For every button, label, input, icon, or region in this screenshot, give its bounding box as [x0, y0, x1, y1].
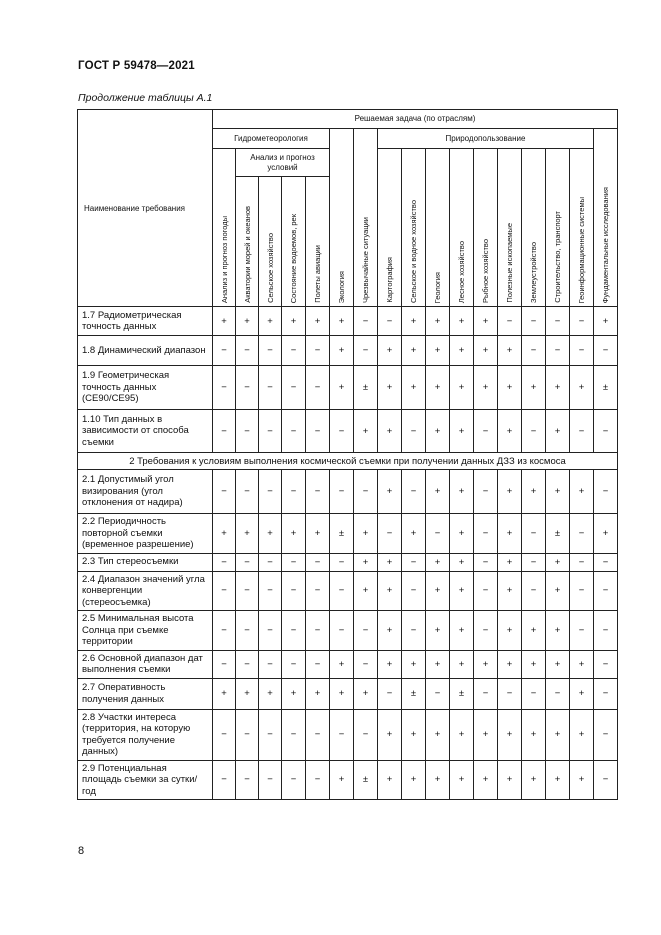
value-cell: +	[378, 336, 402, 366]
value-cell: −	[330, 470, 354, 514]
value-cell: −	[282, 336, 306, 366]
value-cell: −	[522, 553, 546, 571]
value-cell: +	[402, 514, 426, 554]
value-cell: +	[546, 650, 570, 678]
value-cell: −	[213, 650, 236, 678]
table-row	[78, 366, 618, 410]
value-cell: +	[330, 650, 354, 678]
value-cell: +	[450, 611, 474, 651]
value-cell: −	[378, 514, 402, 554]
value-cell: −	[259, 611, 282, 651]
value-cell: ±	[450, 678, 474, 709]
value-cell: −	[306, 709, 330, 760]
value-cell: −	[594, 553, 618, 571]
value-cell: −	[378, 678, 402, 709]
value-cell: +	[546, 410, 570, 453]
value-cell: −	[236, 760, 259, 800]
col-header-geology: Геология	[426, 149, 450, 307]
value-cell: +	[522, 611, 546, 651]
value-cell: +	[546, 553, 570, 571]
value-cell: +	[306, 307, 330, 336]
value-cell: −	[522, 571, 546, 611]
requirement-name: 2.9 Потенциальная площадь съемки за сутки/год	[78, 760, 213, 800]
value-cell: +	[450, 366, 474, 410]
value-cell: −	[594, 571, 618, 611]
value-cell: +	[378, 709, 402, 760]
table-row	[78, 307, 618, 336]
table-row	[78, 760, 618, 800]
value-cell: −	[522, 678, 546, 709]
value-cell: −	[594, 709, 618, 760]
value-cell: +	[570, 366, 594, 410]
value-cell: −	[402, 553, 426, 571]
value-cell: +	[546, 760, 570, 800]
value-cell: +	[282, 678, 306, 709]
value-cell: −	[259, 336, 282, 366]
value-cell: +	[354, 514, 378, 554]
value-cell: −	[570, 514, 594, 554]
value-cell: −	[282, 760, 306, 800]
value-cell: −	[522, 336, 546, 366]
col-header-construction: Строительство, транспорт	[546, 149, 570, 307]
requirement-name: 2.1 Допустимый угол визирования (угол отклонения от надира)	[78, 470, 213, 514]
value-cell: +	[402, 709, 426, 760]
table-row	[78, 571, 618, 611]
table-row	[78, 678, 618, 709]
value-cell: +	[570, 760, 594, 800]
value-cell: ±	[330, 514, 354, 554]
value-cell: −	[259, 366, 282, 410]
value-cell: +	[498, 650, 522, 678]
value-cell: −	[282, 650, 306, 678]
subgroup-forecast-header: Анализ и прогноз условий	[236, 149, 330, 177]
value-cell: +	[213, 514, 236, 554]
value-cell: −	[522, 514, 546, 554]
value-cell: +	[236, 678, 259, 709]
value-cell: −	[282, 611, 306, 651]
col-header-gis: Геоинформационные системы	[570, 149, 594, 307]
value-cell: +	[450, 650, 474, 678]
value-cell: −	[236, 650, 259, 678]
value-cell: +	[594, 514, 618, 554]
value-cell: +	[402, 336, 426, 366]
requirement-name: 2.3 Тип стереосъемки	[78, 553, 213, 571]
value-cell: −	[570, 410, 594, 453]
value-cell: −	[213, 336, 236, 366]
value-cell: +	[450, 571, 474, 611]
value-cell: +	[378, 366, 402, 410]
value-cell: −	[213, 366, 236, 410]
value-cell: −	[259, 760, 282, 800]
requirement-name: 1.10 Тип данных в зависимости от способа съемки	[78, 410, 213, 453]
value-cell: −	[213, 553, 236, 571]
value-cell: −	[306, 553, 330, 571]
value-cell: +	[498, 470, 522, 514]
value-cell: −	[474, 678, 498, 709]
value-cell: +	[474, 760, 498, 800]
value-cell: +	[378, 470, 402, 514]
value-cell: −	[213, 760, 236, 800]
value-cell: +	[236, 307, 259, 336]
value-cell: −	[236, 709, 259, 760]
value-cell: −	[474, 514, 498, 554]
value-cell: −	[236, 336, 259, 366]
value-cell: −	[474, 571, 498, 611]
value-cell: +	[378, 571, 402, 611]
col-header-cartography: Картография	[378, 149, 402, 307]
value-cell: −	[282, 470, 306, 514]
value-cell: +	[426, 410, 450, 453]
col-header-fundamental: Фундаментальные исследования	[594, 129, 618, 307]
value-cell: −	[236, 410, 259, 453]
value-cell: +	[522, 709, 546, 760]
value-cell: +	[546, 709, 570, 760]
value-cell: −	[498, 678, 522, 709]
value-cell: ±	[402, 678, 426, 709]
value-cell: −	[282, 571, 306, 611]
value-cell: +	[546, 611, 570, 651]
value-cell: −	[282, 709, 306, 760]
requirement-name-header: Наименование требования	[78, 110, 213, 307]
value-cell: +	[426, 307, 450, 336]
value-cell: +	[474, 336, 498, 366]
value-cell: −	[546, 678, 570, 709]
value-cell: −	[306, 366, 330, 410]
value-cell: −	[259, 571, 282, 611]
value-cell: −	[402, 410, 426, 453]
value-cell: −	[236, 611, 259, 651]
value-cell: +	[522, 760, 546, 800]
value-cell: −	[474, 410, 498, 453]
requirement-name: 2.5 Минимальная высота Солнца при съемке территории	[78, 611, 213, 651]
value-cell: +	[522, 366, 546, 410]
value-cell: +	[450, 553, 474, 571]
value-cell: −	[306, 760, 330, 800]
value-cell: +	[330, 307, 354, 336]
value-cell: +	[594, 307, 618, 336]
value-cell: +	[354, 553, 378, 571]
value-cell: +	[498, 709, 522, 760]
value-cell: −	[282, 553, 306, 571]
col-header-aviation: Полеты авиации	[306, 177, 330, 307]
value-cell: −	[570, 553, 594, 571]
value-cell: +	[474, 650, 498, 678]
value-cell: −	[306, 650, 330, 678]
col-header-weather: Анализ и прогноз погоды	[213, 149, 236, 307]
value-cell: −	[330, 611, 354, 651]
table-row	[78, 709, 618, 760]
value-cell: −	[354, 307, 378, 336]
col-header-forestry: Лесное хозяйство	[450, 149, 474, 307]
value-cell: +	[306, 514, 330, 554]
value-cell: +	[282, 514, 306, 554]
value-cell: +	[546, 571, 570, 611]
col-header-emergency: Чрезвычайные ситуации	[354, 129, 378, 307]
value-cell: +	[378, 410, 402, 453]
requirement-name: 2.4 Диапазон значений угла конвергенции (стереосъемка)	[78, 571, 213, 611]
value-cell: +	[330, 336, 354, 366]
value-cell: +	[498, 553, 522, 571]
value-cell: −	[474, 470, 498, 514]
value-cell: −	[594, 611, 618, 651]
value-cell: −	[378, 307, 402, 336]
requirement-name: 2.7 Оперативность получения данных	[78, 678, 213, 709]
value-cell: +	[474, 307, 498, 336]
value-cell: +	[378, 611, 402, 651]
value-cell: +	[450, 336, 474, 366]
table-row	[78, 336, 618, 366]
requirement-name: 1.7 Радиометрическая точность данных	[78, 307, 213, 336]
group-nature-header: Природопользование	[378, 129, 594, 149]
standard-number: ГОСТ Р 59478—2021	[78, 60, 195, 72]
value-cell: −	[330, 709, 354, 760]
value-cell: +	[498, 336, 522, 366]
value-cell: −	[259, 650, 282, 678]
value-cell: −	[522, 307, 546, 336]
value-cell: −	[474, 553, 498, 571]
value-cell: −	[402, 470, 426, 514]
value-cell: −	[354, 650, 378, 678]
value-cell: +	[426, 611, 450, 651]
col-header-waterbodies: Состояние водоемов, рек	[282, 177, 306, 307]
value-cell: +	[450, 760, 474, 800]
value-cell: −	[570, 571, 594, 611]
value-cell: −	[522, 410, 546, 453]
value-cell: −	[426, 514, 450, 554]
value-cell: −	[546, 307, 570, 336]
value-cell: ±	[354, 366, 378, 410]
value-cell: −	[259, 470, 282, 514]
value-cell: +	[402, 760, 426, 800]
value-cell: +	[570, 650, 594, 678]
requirements-table	[77, 109, 618, 800]
value-cell: −	[354, 709, 378, 760]
value-cell: +	[498, 514, 522, 554]
value-cell: +	[259, 514, 282, 554]
value-cell: −	[594, 410, 618, 453]
value-cell: +	[522, 650, 546, 678]
value-cell: +	[330, 678, 354, 709]
value-cell: +	[354, 678, 378, 709]
col-header-minerals: Полезные ископаемые	[498, 149, 522, 307]
value-cell: +	[426, 760, 450, 800]
value-cell: +	[426, 470, 450, 514]
value-cell: −	[306, 336, 330, 366]
table-row	[78, 514, 618, 554]
value-cell: +	[450, 307, 474, 336]
requirement-name: 1.9 Геометрическая точность данных (CE90/CE95)	[78, 366, 213, 410]
value-cell: +	[378, 650, 402, 678]
col-header-fishery: Рыбное хозяйство	[474, 149, 498, 307]
value-cell: +	[426, 709, 450, 760]
value-cell: +	[570, 678, 594, 709]
group-hydromet-header: Гидрометеорология	[213, 129, 330, 149]
value-cell: +	[330, 760, 354, 800]
value-cell: −	[354, 336, 378, 366]
value-cell: −	[594, 336, 618, 366]
value-cell: +	[306, 678, 330, 709]
value-cell: +	[474, 709, 498, 760]
value-cell: −	[594, 760, 618, 800]
value-cell: −	[402, 611, 426, 651]
value-cell: +	[570, 709, 594, 760]
col-header-seas: Акватории морей и океанов	[236, 177, 259, 307]
value-cell: −	[306, 470, 330, 514]
value-cell: −	[594, 650, 618, 678]
table-row	[78, 611, 618, 651]
value-cell: −	[498, 307, 522, 336]
value-cell: +	[282, 307, 306, 336]
value-cell: −	[426, 678, 450, 709]
value-cell: +	[450, 410, 474, 453]
value-cell: −	[259, 410, 282, 453]
value-cell: +	[378, 553, 402, 571]
table-row	[78, 650, 618, 678]
requirement-name: 2.6 Основной диапазон дат выполнения съемки	[78, 650, 213, 678]
value-cell: +	[213, 307, 236, 336]
value-cell: +	[546, 470, 570, 514]
value-cell: −	[402, 571, 426, 611]
value-cell: −	[330, 410, 354, 453]
value-cell: −	[570, 336, 594, 366]
section-row	[78, 453, 618, 470]
value-cell: +	[402, 307, 426, 336]
value-cell: +	[426, 336, 450, 366]
value-cell: +	[402, 650, 426, 678]
value-cell: +	[450, 514, 474, 554]
value-cell: +	[522, 470, 546, 514]
value-cell: +	[498, 571, 522, 611]
value-cell: +	[426, 553, 450, 571]
col-header-land-management: Землеустройство	[522, 149, 546, 307]
value-cell: −	[259, 709, 282, 760]
value-cell: −	[213, 410, 236, 453]
requirement-name: 2.8 Участки интереса (территория, на которую требуется получение данных)	[78, 709, 213, 760]
value-cell: −	[306, 410, 330, 453]
value-cell: +	[402, 366, 426, 410]
value-cell: −	[306, 611, 330, 651]
col-header-ecology: Экология	[330, 129, 354, 307]
value-cell: −	[236, 571, 259, 611]
value-cell: −	[330, 571, 354, 611]
value-cell: −	[354, 611, 378, 651]
value-cell: −	[236, 366, 259, 410]
value-cell: +	[546, 366, 570, 410]
value-cell: ±	[594, 366, 618, 410]
table-caption: Продолжение таблицы А.1	[78, 92, 213, 104]
page-number: 8	[78, 845, 85, 857]
value-cell: −	[213, 470, 236, 514]
value-cell: +	[474, 366, 498, 410]
value-cell: ±	[546, 514, 570, 554]
table-row	[78, 410, 618, 453]
requirement-name: 1.8 Динамический диапазон	[78, 336, 213, 366]
value-cell: +	[259, 678, 282, 709]
value-cell: −	[213, 709, 236, 760]
value-cell: +	[498, 760, 522, 800]
value-cell: −	[282, 410, 306, 453]
value-cell: +	[450, 470, 474, 514]
col-header-agriculture: Сельское хозяйство	[259, 177, 282, 307]
table-row	[78, 553, 618, 571]
value-cell: +	[213, 678, 236, 709]
value-cell: +	[498, 410, 522, 453]
value-cell: +	[450, 709, 474, 760]
value-cell: −	[546, 336, 570, 366]
value-cell: −	[236, 553, 259, 571]
value-cell: +	[426, 650, 450, 678]
requirement-name: 2.2 Периодичность повторной съемки (временное разрешение)	[78, 514, 213, 554]
value-cell: +	[354, 410, 378, 453]
value-cell: +	[426, 366, 450, 410]
value-cell: −	[259, 553, 282, 571]
value-cell: −	[570, 611, 594, 651]
value-cell: −	[354, 470, 378, 514]
value-cell: −	[306, 571, 330, 611]
value-cell: −	[236, 470, 259, 514]
task-header: Решаемая задача (по отраслям)	[213, 110, 618, 129]
value-cell: +	[498, 611, 522, 651]
value-cell: +	[378, 760, 402, 800]
value-cell: −	[594, 678, 618, 709]
value-cell: −	[570, 307, 594, 336]
value-cell: −	[282, 366, 306, 410]
value-cell: −	[213, 611, 236, 651]
value-cell: −	[330, 553, 354, 571]
value-cell: −	[213, 571, 236, 611]
col-header-agri-water: Сельское и водное хозяйство	[402, 149, 426, 307]
table-row	[78, 470, 618, 514]
value-cell: −	[594, 470, 618, 514]
value-cell: +	[259, 307, 282, 336]
value-cell: +	[236, 514, 259, 554]
value-cell: +	[354, 571, 378, 611]
value-cell: +	[330, 366, 354, 410]
value-cell: +	[426, 571, 450, 611]
value-cell: +	[498, 366, 522, 410]
value-cell: ±	[354, 760, 378, 800]
section-title: 2 Требования к условиям выполнения космической съемки при получении данных ДЗЗ из космоса	[78, 453, 618, 470]
value-cell: +	[570, 470, 594, 514]
value-cell: −	[474, 611, 498, 651]
